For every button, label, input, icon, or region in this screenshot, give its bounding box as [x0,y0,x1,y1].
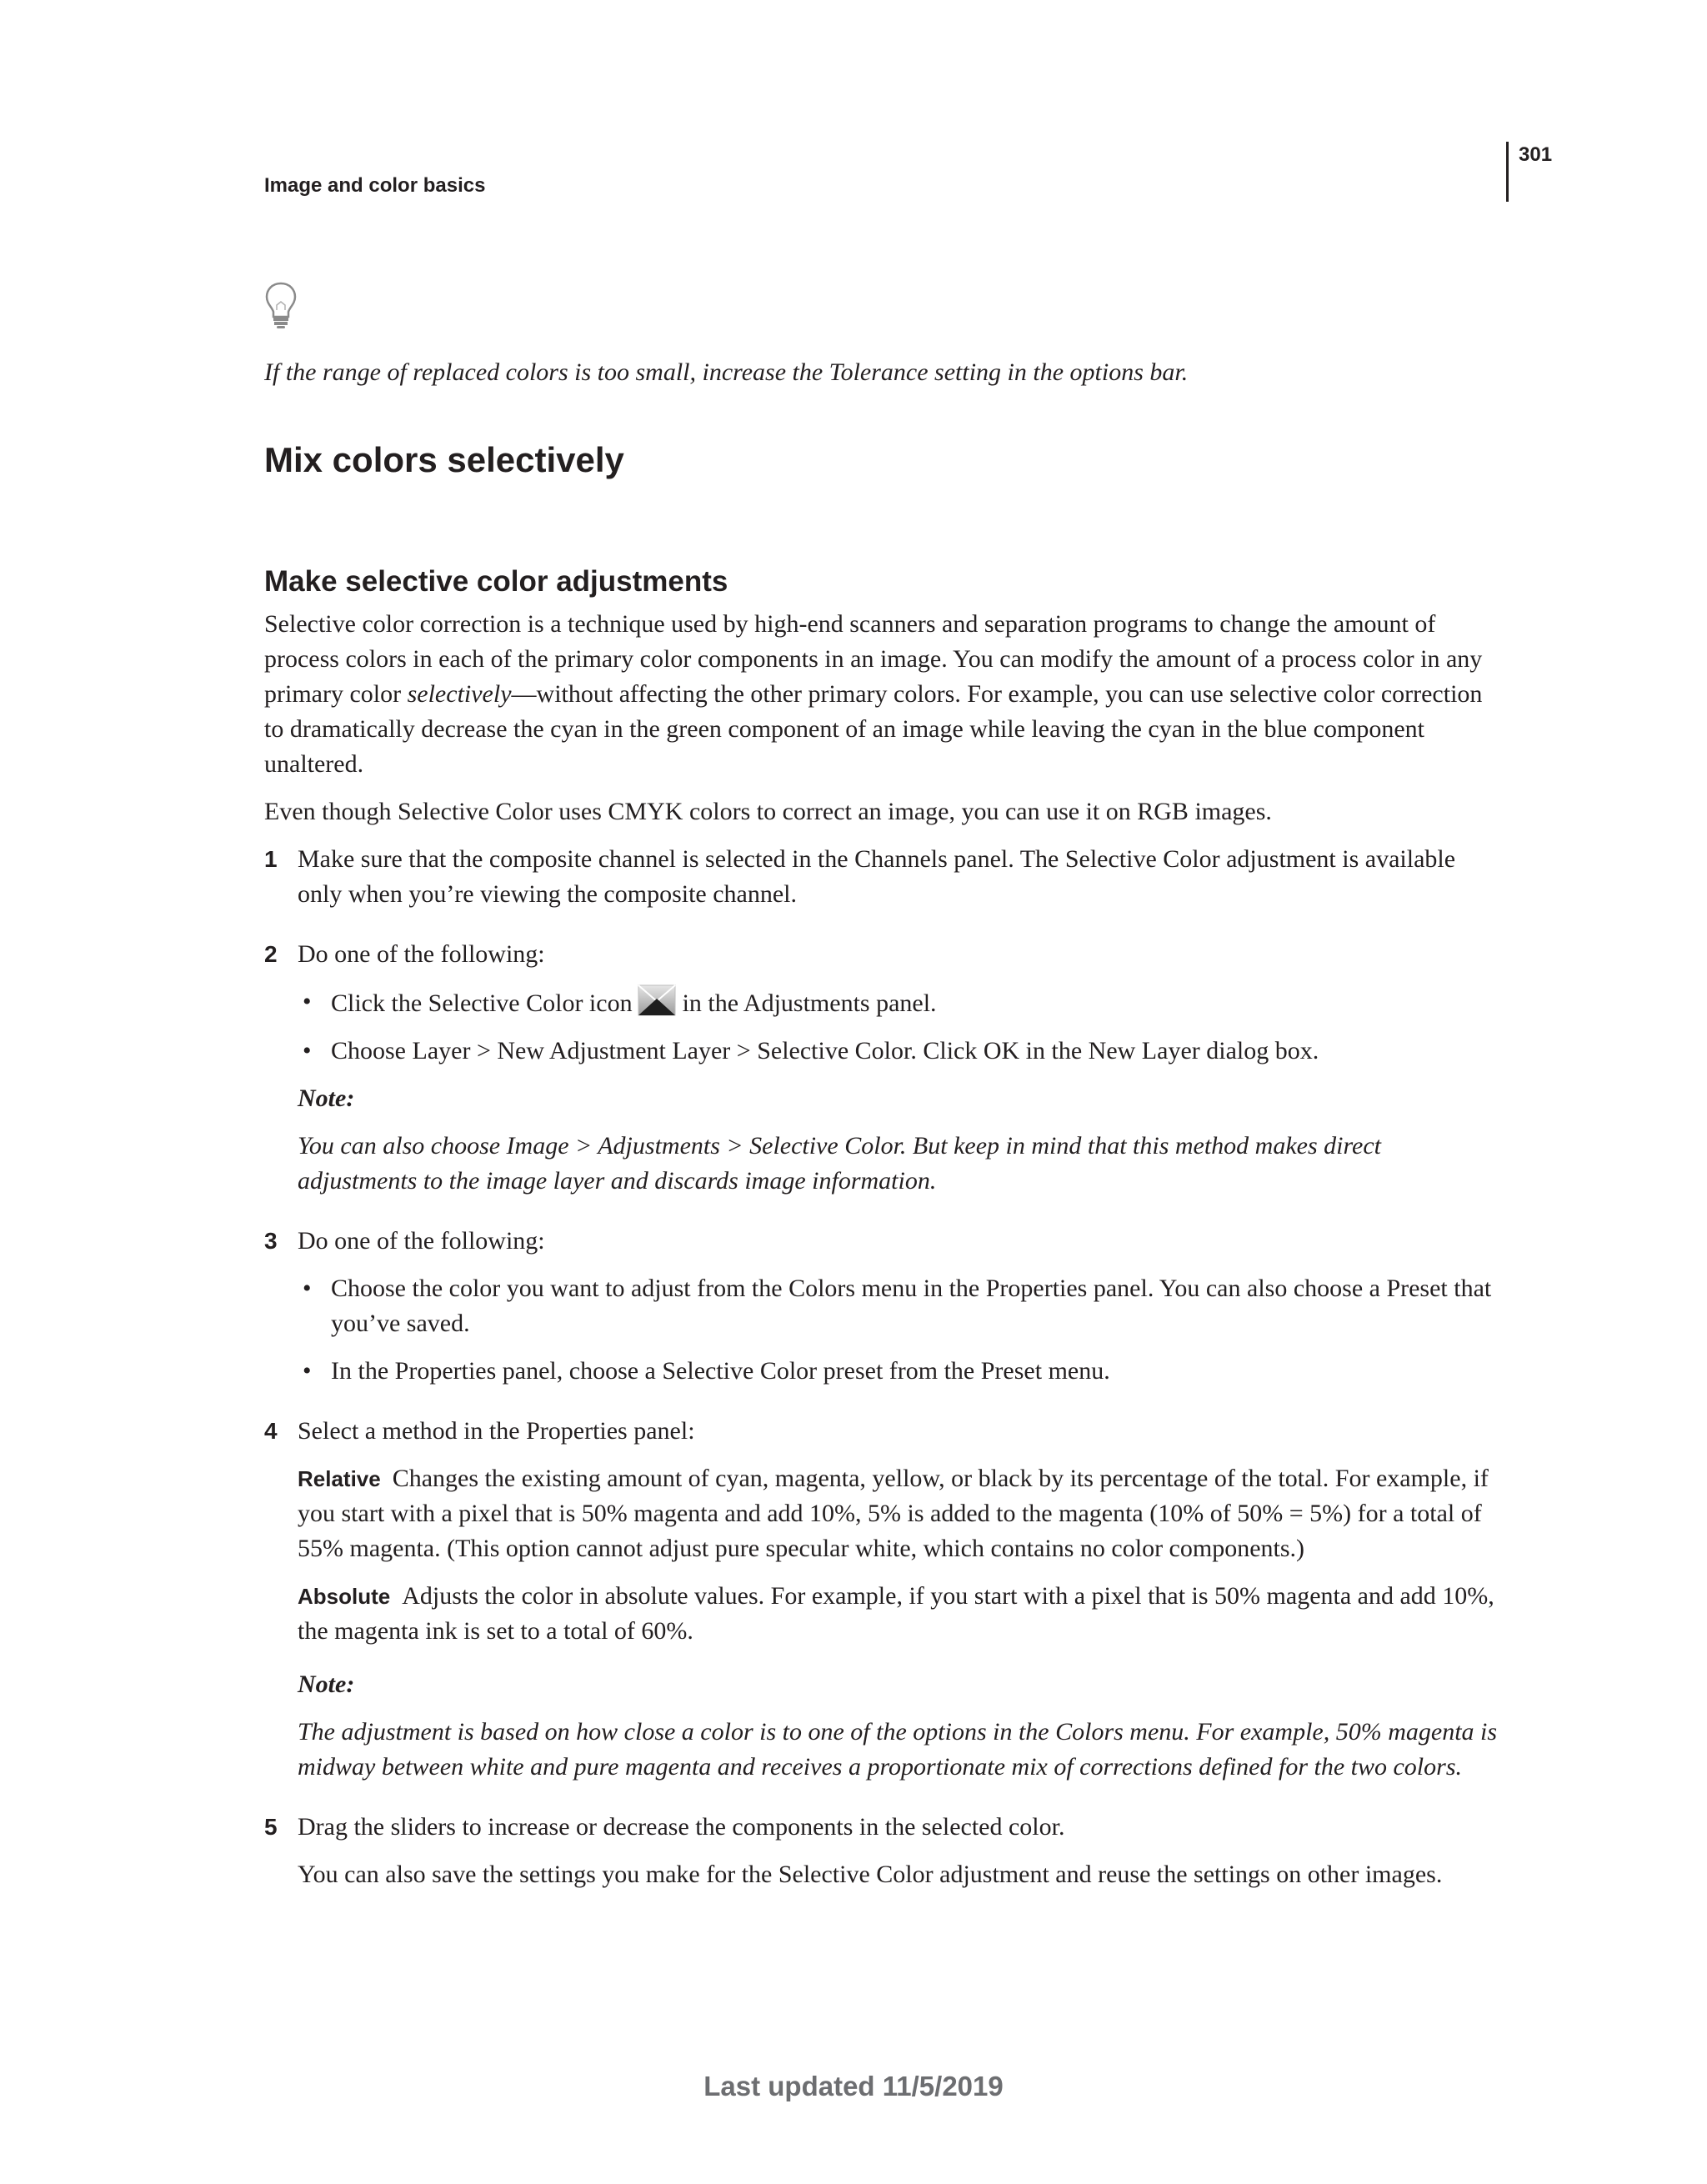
lightbulb-icon [264,282,298,330]
header-rule [1506,142,1509,202]
list-item [298,1034,1498,1069]
step-body [298,842,1498,924]
bullet-marker: • [303,1275,312,1302]
bullet-text: Choose Layer > New Adjustment Layer > Selective Color. Click OK in the New Layer dialog box. [331,1037,1319,1064]
step-number: 4 [264,1418,278,1444]
tip-text: If the range of replaced colors is too small, increase the Tolerance setting in the options bar. [264,358,1189,386]
bullet-marker: • [303,1037,312,1064]
step-body [298,937,1498,1211]
note-label: Note: [298,1671,355,1698]
page-number: 301 [1519,143,1553,166]
note-text: The adjustment is based on how close a color is to one of the options in the Colors menu. For example, 50% magenta is midway between white and pure magenta and receives a proportionate mix of corrections defined for the two colors. [298,1718,1498,1781]
step-body [298,1810,1498,1905]
definition-absolute [298,1579,1498,1649]
main-content [264,607,1498,1917]
intro-emphasis: selectively [407,680,512,708]
step-1 [264,842,1498,924]
section-title: Mix colors selectively [264,440,624,479]
intro-paragraph-2: Even though Selective Color uses CMYK colors to correct an image, you can use it on RGB images. [264,798,1272,825]
step-text: Do one of the following: [298,1227,545,1255]
bullet-text-before-icon: Click the Selective Color icon [331,989,633,1017]
step-body [298,1414,1498,1797]
selective-color-icon [638,984,676,1016]
bullet-text: Choose the color you want to adjust from the Colors menu in the Properties panel. You can also choose a Preset that you’ve saved. [331,1275,1492,1337]
step-text: Select a method in the Properties panel: [298,1417,695,1445]
intro-text-part1: Selective color correction is a technique used by high-end scanners and separation programs to change the amount of process colors in each of the primary color components in an image. You can modify the amount of a process color in any primary color [264,610,1483,708]
intro-paragraph [264,607,1498,782]
note-label: Note: [298,1084,355,1112]
note-text: You can also choose Image > Adjustments > Selective Color. But keep in mind that this method makes direct adjustments to the image layer and discards image information. [298,1132,1382,1195]
list-item [298,1354,1498,1389]
step-number: 1 [264,846,278,872]
list-item [298,984,1498,1021]
step-4 [264,1414,1498,1797]
step-number: 2 [264,941,278,967]
bullet-text [331,984,1498,1021]
list-item [298,1271,1498,1341]
definition-relative [298,1461,1498,1566]
step-2 [264,937,1498,1211]
step-followup: You can also save the settings you make for the Selective Color adjustment and reuse the settings on other images. [298,1861,1443,1888]
step-body [298,1224,1498,1401]
bullet-text: In the Properties panel, choose a Selective Color preset from the Preset menu. [331,1357,1110,1385]
definition-text: Changes the existing amount of cyan, magenta, yellow, or black by its percentage of the total. For example, if you start with a pixel that is 50% magenta and add 10%, 5% is added to the magenta (10% of 50% = 5%) for a total of 55% magenta. (This option cannot adjust pure specular white, which contains no color components.) [298,1465,1489,1562]
definition-text: Adjusts the color in absolute values. For example, if you start with a pixel that is 50% magenta and add 10%, the magenta ink is set to a total of 60%. [298,1582,1494,1645]
term-absolute: Absolute [298,1584,391,1609]
step-text: Do one of the following: [298,940,545,968]
step-text: Make sure that the composite channel is selected in the Channels panel. The Selective Color adjustment is available only when you’re viewing the composite channel. [298,845,1456,908]
step-number: 5 [264,1814,278,1840]
bullet-list [298,1271,1498,1389]
bullet-text-after-icon: in the Adjustments panel. [682,989,937,1017]
step-3 [264,1224,1498,1401]
step-number: 3 [264,1228,278,1254]
bullet-list [298,984,1498,1069]
step-text: Drag the sliders to increase or decrease the components in the selected color. [298,1813,1065,1841]
step-5 [264,1810,1498,1905]
footer-last-updated: Last updated 11/5/2019 [703,2071,1004,2101]
intro-text-part2: —without affecting the other primary colors. For example, you can use selective color correction to dramatically decrease the cyan in the green component of an image while leaving the cyan in the blue component unaltered. [264,680,1483,778]
subsection-title: Make selective color adjustments [264,565,728,598]
bullet-marker: • [303,1357,312,1385]
bullet-marker: • [303,988,312,1015]
running-head: Image and color basics [264,174,486,197]
term-relative: Relative [298,1466,381,1491]
